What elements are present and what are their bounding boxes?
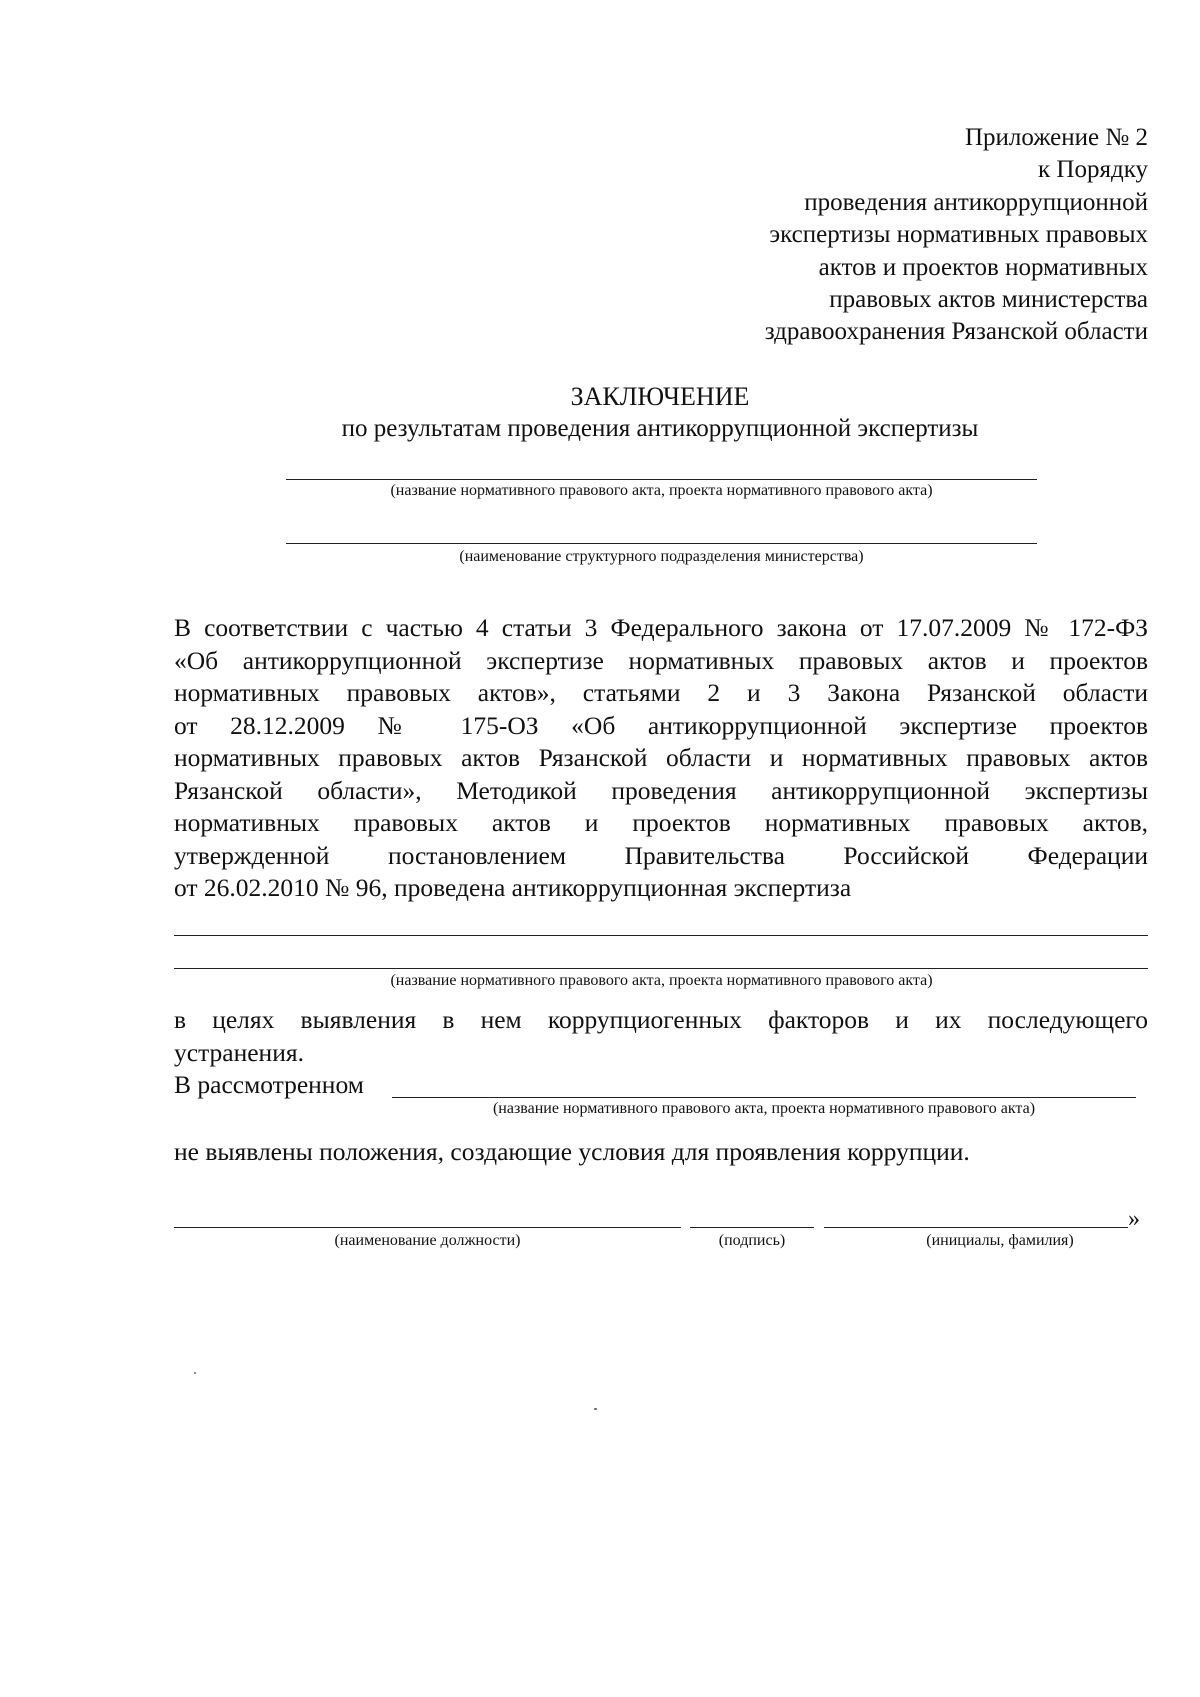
paragraph-line: Рязанской области», Методикой проведения антикоррупционной экспертизы	[174, 775, 1148, 805]
name-caption: (инициалы, фамилия)	[926, 1232, 1074, 1249]
appendix-line: экспертизы нормативных правовых	[769, 221, 1148, 249]
purpose-paragraph	[174, 1004, 1148, 1069]
signature-caption: (подпись)	[718, 1232, 786, 1249]
department-caption: (наименование структурного подразделения министерства)	[459, 548, 864, 565]
appendix-line: здравоохранения Рязанской области	[764, 318, 1148, 346]
appendix-line: Приложение № 2	[964, 124, 1148, 151]
reviewed-label: В рассмотренном	[174, 1070, 364, 1099]
document-title: ЗАКЛЮЧЕНИЕ	[570, 382, 750, 411]
paragraph-line: нормативных правовых актов», статьями 2 и 3 Закона Рязанской области	[174, 678, 1148, 707]
paragraph-line: нормативных правовых актов Рязанской области и нормативных правовых актов	[174, 743, 1148, 772]
act-name-field-line[interactable]	[286, 479, 1037, 480]
appendix-line: к Порядку	[1038, 156, 1148, 184]
expertise-subject-caption: (название нормативного правового акта, проекта нормативного правового акта)	[390, 972, 933, 989]
position-field-line[interactable]	[174, 1227, 681, 1228]
appendix-line: проведения антикоррупционной	[804, 188, 1148, 216]
purpose-line: устранения.	[174, 1037, 304, 1067]
closing-quote: »	[1128, 1206, 1140, 1232]
paragraph-line: В соответствии с частью 4 статьи 3 Федерального закона от 17.07.2009 № 172-ФЗ	[174, 613, 1148, 642]
act-name-caption: (название нормативного правового акта, проекта нормативного правового акта)	[390, 482, 933, 499]
appendix-line: правовых актов министерства	[829, 286, 1148, 314]
paragraph-line: «Об антикоррупционной экспертизе нормативных правовых актов и проектов	[174, 645, 1148, 675]
scan-speck	[594, 1408, 597, 1410]
purpose-line: в целях выявления в нем коррупциогенных факторов и их последующего	[174, 1005, 1148, 1034]
signature-field-line[interactable]	[690, 1227, 814, 1228]
conclusion-text: не выявлены положения, создающие условия для проявления коррупции.	[174, 1137, 970, 1166]
expertise-subject-line-1[interactable]	[174, 935, 1148, 936]
expertise-subject-line-2[interactable]	[174, 968, 1148, 969]
name-field-line[interactable]	[824, 1227, 1128, 1228]
reviewed-act-field-line[interactable]	[392, 1097, 1136, 1098]
scan-speck	[194, 1372, 196, 1374]
department-field-line[interactable]	[286, 543, 1037, 544]
main-paragraph	[174, 612, 1148, 905]
paragraph-line: от 28.12.2009 № 175-ОЗ «Об антикоррупционной экспертизе проектов	[174, 710, 1148, 740]
paragraph-line: нормативных правовых актов и проектов нормативных правовых актов,	[174, 808, 1148, 837]
document-subtitle: по результатам проведения антикоррупционной экспертизы	[341, 415, 979, 442]
appendix-line: актов и проектов нормативных	[818, 253, 1148, 281]
appendix-header	[640, 122, 1148, 349]
paragraph-line: от 26.02.2010 № 96, проведена антикоррупционная экспертиза	[174, 873, 852, 902]
position-caption: (наименование должности)	[334, 1232, 521, 1249]
reviewed-act-caption: (название нормативного правового акта, проекта нормативного правового акта)	[492, 1100, 1036, 1117]
paragraph-line: утвержденной постановлением Правительства Российской Федерации	[174, 840, 1148, 870]
